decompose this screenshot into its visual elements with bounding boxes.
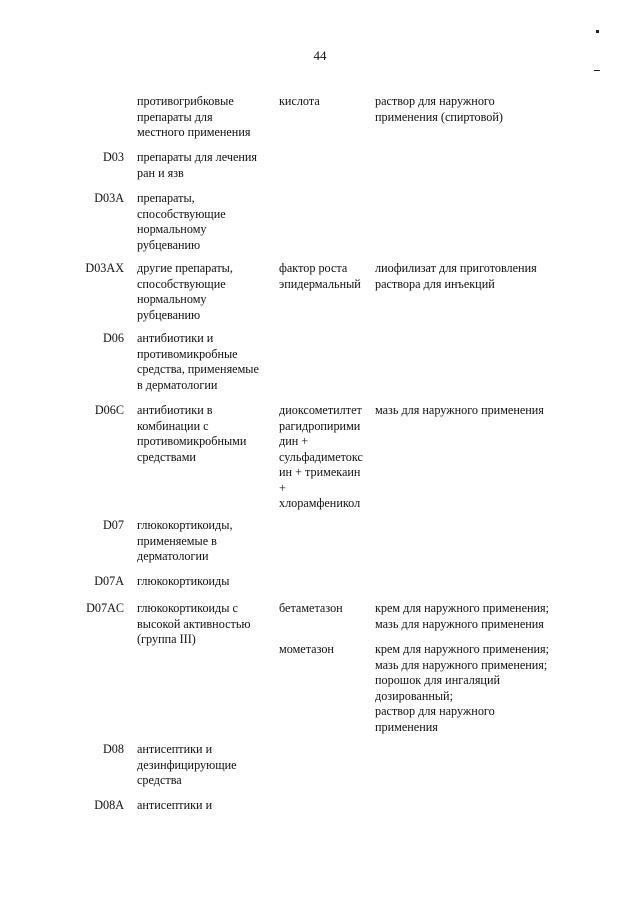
table-row: [0, 518, 640, 574]
atc-code: D03A: [94, 191, 124, 205]
substance: кислота: [279, 94, 320, 108]
table-row: [0, 574, 640, 601]
substance: фактор роста эпидермальный: [279, 261, 361, 291]
table-row: [0, 150, 640, 191]
atc-code: D07A: [94, 574, 124, 588]
table-row: [0, 261, 640, 331]
group-name: антисептики и: [137, 798, 213, 812]
group-name: препараты, способствующие нормальному рубцеванию: [137, 191, 226, 252]
substance: бетаметазон: [279, 601, 343, 615]
atc-code: D08A: [94, 798, 124, 812]
group-name: антибиотики и противомикробные средства, применяемые в дерматологии: [137, 331, 259, 392]
page-number: 44: [313, 48, 327, 63]
margin-dash: [594, 70, 600, 71]
dosage-form: лиофилизат для приготовления раствора для инъекций: [375, 261, 537, 291]
table-row: [0, 403, 640, 518]
atc-code: D03: [103, 150, 124, 164]
dosage-form: раствор для наружного применения (спиртовой): [375, 94, 503, 124]
atc-code: D07: [103, 518, 124, 532]
drug-table: [0, 94, 640, 818]
table-row: [0, 191, 640, 261]
atc-code: D06: [103, 331, 124, 345]
group-name: глюкокортикоиды с высокой активностью (группа III): [137, 601, 251, 646]
substance: мометазон: [279, 642, 334, 656]
table-row: [0, 642, 640, 742]
group-name: антисептики и дезинфицирующие средства: [137, 742, 237, 787]
substance: диоксометилтет рагидропирими дин + сульфадиметокс ин + тримекаин + хлорамфеникол: [279, 403, 363, 510]
atc-code: D06C: [94, 403, 124, 417]
group-name: другие препараты, способствующие нормальному рубцеванию: [137, 261, 233, 322]
table-row: [0, 601, 640, 646]
atc-code: D07AC: [86, 601, 124, 615]
table-row: [0, 798, 640, 818]
table-row: [0, 331, 640, 403]
dosage-form: крем для наружного применения; мазь для наружного применения; порошок для ингаляций дозированный; раствор для наружного применения: [375, 642, 550, 734]
table-row: [0, 94, 640, 150]
atc-code: D03AX: [85, 261, 124, 275]
group-name: глюкокортикоиды: [137, 574, 230, 588]
group-name: антибиотики в комбинации с противомикробными средствами: [137, 403, 247, 464]
group-name: противогрибковые препараты для местного применения: [137, 94, 251, 139]
dosage-form: мазь для наружного применения: [375, 403, 544, 417]
margin-dot: [596, 30, 599, 33]
group-name: препараты для лечения ран и язв: [137, 150, 258, 180]
table-row: [0, 742, 640, 798]
dosage-form: крем для наружного применения; мазь для наружного применения: [375, 601, 550, 631]
group-name: глюкокортикоиды, применяемые в дерматологии: [137, 518, 233, 563]
atc-code: D08: [103, 742, 124, 756]
